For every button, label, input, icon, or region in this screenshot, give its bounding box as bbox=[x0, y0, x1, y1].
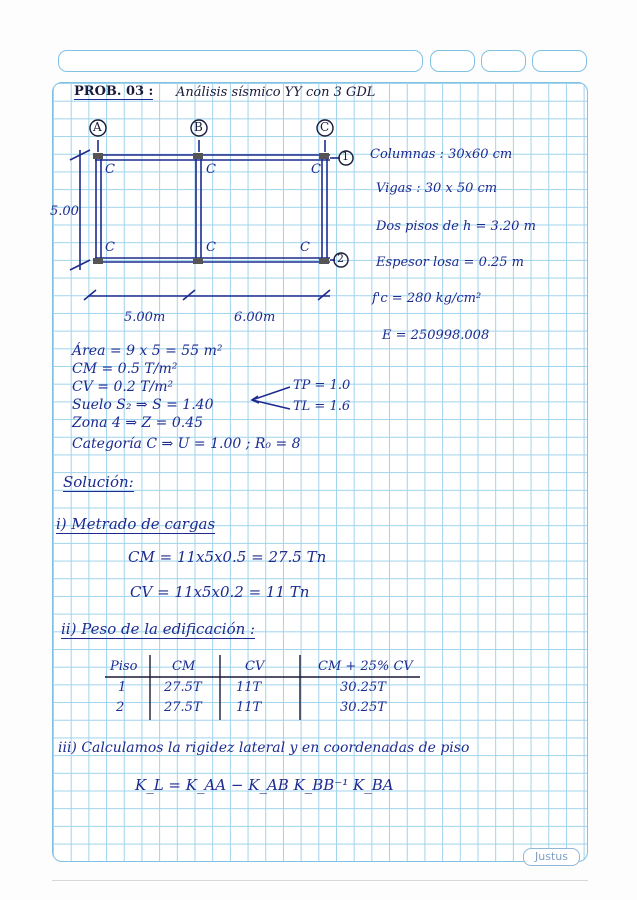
span-dimension-2: 6.00m bbox=[234, 310, 276, 325]
table-header-total: CM + 25% CV bbox=[318, 659, 413, 674]
table-cell: 30.25T bbox=[340, 680, 386, 695]
period-tp: TP = 1.0 bbox=[293, 378, 351, 393]
table-cell: 30.25T bbox=[340, 700, 386, 715]
table-cell: 11T bbox=[236, 700, 262, 715]
column-label: C bbox=[105, 162, 115, 177]
table-cell: 1 bbox=[118, 680, 127, 695]
axis-label-a: A bbox=[93, 120, 102, 134]
joint-hatch bbox=[193, 258, 203, 264]
bullet-soil: Suelo S₂ ⇒ S = 1.40 bbox=[72, 397, 214, 413]
joint-hatch bbox=[319, 153, 329, 159]
stiffness-equation: K_L = K_AA − K_AB K_BB⁻¹ K_BA bbox=[135, 776, 394, 794]
table-header-cm: CM bbox=[172, 659, 196, 674]
table-header-piso: Piso bbox=[110, 659, 138, 674]
table-cell: 2 bbox=[116, 700, 125, 715]
column-label: C bbox=[311, 162, 321, 177]
property-floors: Dos pisos de h = 3.20 m bbox=[376, 219, 536, 234]
joint-hatch bbox=[93, 258, 103, 264]
problem-number: PROB. 03 : bbox=[74, 84, 154, 99]
table-header-cv: CV bbox=[245, 659, 265, 674]
brand-text: Justus bbox=[535, 850, 568, 863]
bottom-edge bbox=[52, 880, 588, 881]
bullet-category: Categoría C ⇒ U = 1.00 ; R₀ = 8 bbox=[72, 436, 301, 452]
table-cell: 27.5T bbox=[164, 700, 202, 715]
level-label-1: 1 bbox=[342, 150, 349, 163]
level-label-2: 2 bbox=[337, 252, 344, 265]
property-slab: Espesor losa = 0.25 m bbox=[376, 255, 524, 270]
column-label: C bbox=[206, 240, 216, 255]
axis-label-c: C bbox=[320, 120, 330, 134]
page-title: Análisis sísmico YY con 3 GDL bbox=[176, 85, 376, 100]
height-dimension: 5.00 bbox=[50, 204, 79, 219]
section-peso: ii) Peso de la edificación : bbox=[61, 620, 256, 638]
column-label: C bbox=[105, 240, 115, 255]
bullet-area: Área = 9 x 5 = 55 m² bbox=[72, 343, 223, 359]
bullet-cv: CV = 0.2 T/m² bbox=[72, 379, 174, 395]
period-tl: TL = 1.6 bbox=[293, 399, 351, 414]
bullet-cm: CM = 0.5 T/m² bbox=[72, 361, 178, 377]
property-e: E = 250998.008 bbox=[382, 328, 490, 343]
table-cell: 11T bbox=[236, 680, 262, 695]
joint-hatch bbox=[93, 153, 103, 159]
brand-logo bbox=[523, 848, 580, 866]
equation-cv: CV = 11x5x0.2 = 11 Tn bbox=[130, 583, 310, 601]
equation-cm: CM = 11x5x0.5 = 27.5 Tn bbox=[128, 548, 327, 566]
bullet-zone: Zona 4 ⇒ Z = 0.45 bbox=[72, 415, 204, 431]
table-cell: 27.5T bbox=[164, 680, 202, 695]
property-fc: f'c = 280 kg/cm² bbox=[372, 291, 482, 306]
property-columns: Columnas : 30x60 cm bbox=[370, 147, 513, 162]
joint-hatch bbox=[319, 258, 329, 264]
section-metrado: i) Metrado de cargas bbox=[56, 515, 216, 533]
column-label: C bbox=[300, 240, 310, 255]
section-rigidez: iii) Calculamos la rigidez lateral y en coordenadas de piso bbox=[58, 740, 470, 756]
property-beams: Vigas : 30 x 50 cm bbox=[376, 181, 498, 196]
column-label: C bbox=[206, 162, 216, 177]
joint-hatch bbox=[193, 153, 203, 159]
solution-heading: Solución: bbox=[63, 473, 134, 491]
axis-label-b: B bbox=[194, 120, 203, 134]
span-dimension-1: 5.00m bbox=[124, 310, 166, 325]
